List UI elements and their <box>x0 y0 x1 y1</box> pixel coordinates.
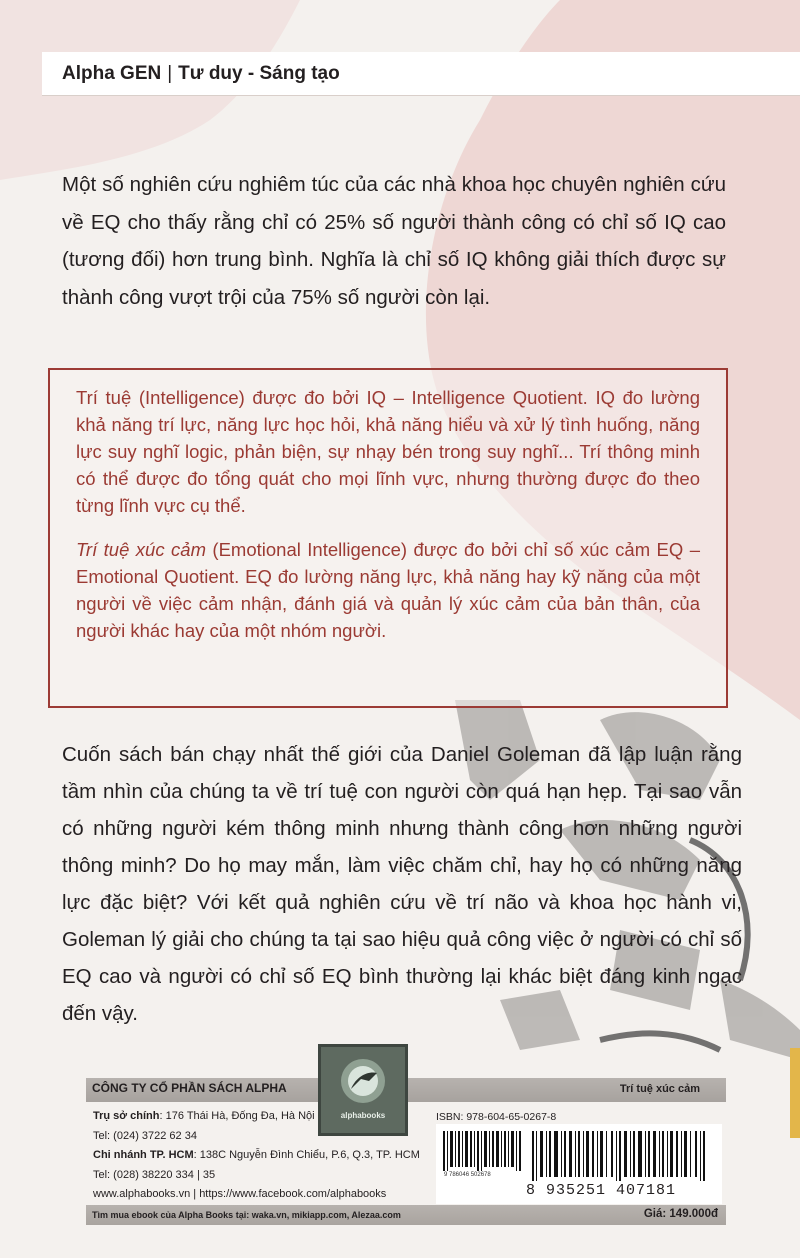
barcode-panel <box>436 1124 722 1204</box>
isbn-barcode-icon <box>443 1131 523 1171</box>
head-office-line <box>93 1107 423 1127</box>
product-barcode-number: 8 935251 407181 <box>526 1182 677 1199</box>
publisher-address <box>93 1107 423 1205</box>
branch-label: Chi nhánh TP. HCM <box>93 1149 194 1161</box>
series-separator: | <box>167 62 173 84</box>
ebook-price-bar <box>86 1205 726 1225</box>
edge-color-tab <box>790 1048 800 1138</box>
isbn-barcode-digits: 9 786046 502678 <box>444 1172 491 1178</box>
logo-text: alphabooks <box>340 1111 386 1120</box>
eq-definition-text: (Emotional Intelligence) được đo bởi chỉ số xúc cảm EQ – Emotional Quotient. EQ đo lường năng lực, khả năng hay kỹ năng của một người về việc cảm nhận, đánh giá và quản lý xúc cảm của bản thân, của người khác hay của một nhóm người. <box>76 539 701 641</box>
branch-tel: Tel: (028) 38220 334 | 35 <box>93 1168 216 1181</box>
head-office-address: : 176 Thái Hà, Đống Đa, Hà Nội <box>159 1110 315 1122</box>
iq-definition: Trí tuệ (Intelligence) được đo bởi IQ – Intelligence Quotient. IQ đo lường khả năng trí lực, năng lực học hỏi, khả năng hiểu và xử lý tình huống, năng lực suy nghĩ logic, phản biện, sự nhạy bén trong suy nghĩ... Trí thông minh có thể được đo tổng quát cho mọi lĩnh vực, nhưng thường được đo theo từng lĩnh vực cụ thể. <box>76 387 700 516</box>
head-office-label: Trụ sở chính <box>93 1110 160 1122</box>
logo-emblem-icon <box>321 1051 405 1111</box>
company-name: CÔNG TY CỔ PHẦN SÁCH ALPHA <box>92 1081 287 1095</box>
branch-line <box>93 1146 423 1166</box>
head-office-tel: Tel: (024) 3722 62 34 <box>93 1129 197 1142</box>
series-name: Alpha GEN <box>62 62 162 84</box>
intro-paragraph: Một số nghiên cứu nghiêm túc của các nhà khoa học chuyên nghiên cứu về EQ cho thấy rằng chỉ có 25% số người thành công có chỉ số IQ cao (tương đối) hơn trung bình. Nghĩa là chỉ số IQ không giải thích được sự thành công vượt trội của 75% số người còn lại. <box>62 173 726 309</box>
isbn-number: ISBN: 978-604-65-0267-8 <box>436 1111 557 1123</box>
website-links: www.alphabooks.vn | https://www.facebook.com/alphabooks <box>93 1188 387 1200</box>
price-label: Giá: 149.000đ <box>643 1208 718 1220</box>
book-title: Trí tuệ xúc cảm <box>619 1083 700 1095</box>
branch-address: : 138C Nguyễn Đình Chiểu, P.6, Q.3, TP. HCM <box>193 1149 420 1161</box>
ebook-note: Tìm mua ebook của Alpha Books tại: waka.vn, mikiapp.com, Alezaa.com <box>92 1210 401 1220</box>
product-barcode-icon <box>532 1131 708 1181</box>
series-category: Tư duy - Sáng tạo <box>178 62 340 84</box>
definition-box <box>48 368 728 708</box>
eq-definition <box>76 536 700 644</box>
eq-term: Trí tuệ xúc cảm <box>76 539 206 560</box>
description-paragraph: Cuốn sách bán chạy nhất thế giới của Daniel Goleman đã lập luận rằng tầm nhìn của chúng ta về trí tuệ con người còn quá hạn hẹp. Tại sao vẫn có những người kém thông minh nhưng thành công hơn những người thông minh? Do họ may mắn, làm việc chăm chỉ, hay họ có những năng lực đặc biệt? Với kết quả nghiên cứu về trí não và khoa học hành vi, Goleman lý giải cho chúng ta tại sao hiệu quả công việc ở người có chỉ số EQ cao và người có chỉ số EQ bình thường lại khác biệt đáng kinh ngạc đến vậy. <box>62 743 742 1025</box>
series-header <box>42 52 800 96</box>
